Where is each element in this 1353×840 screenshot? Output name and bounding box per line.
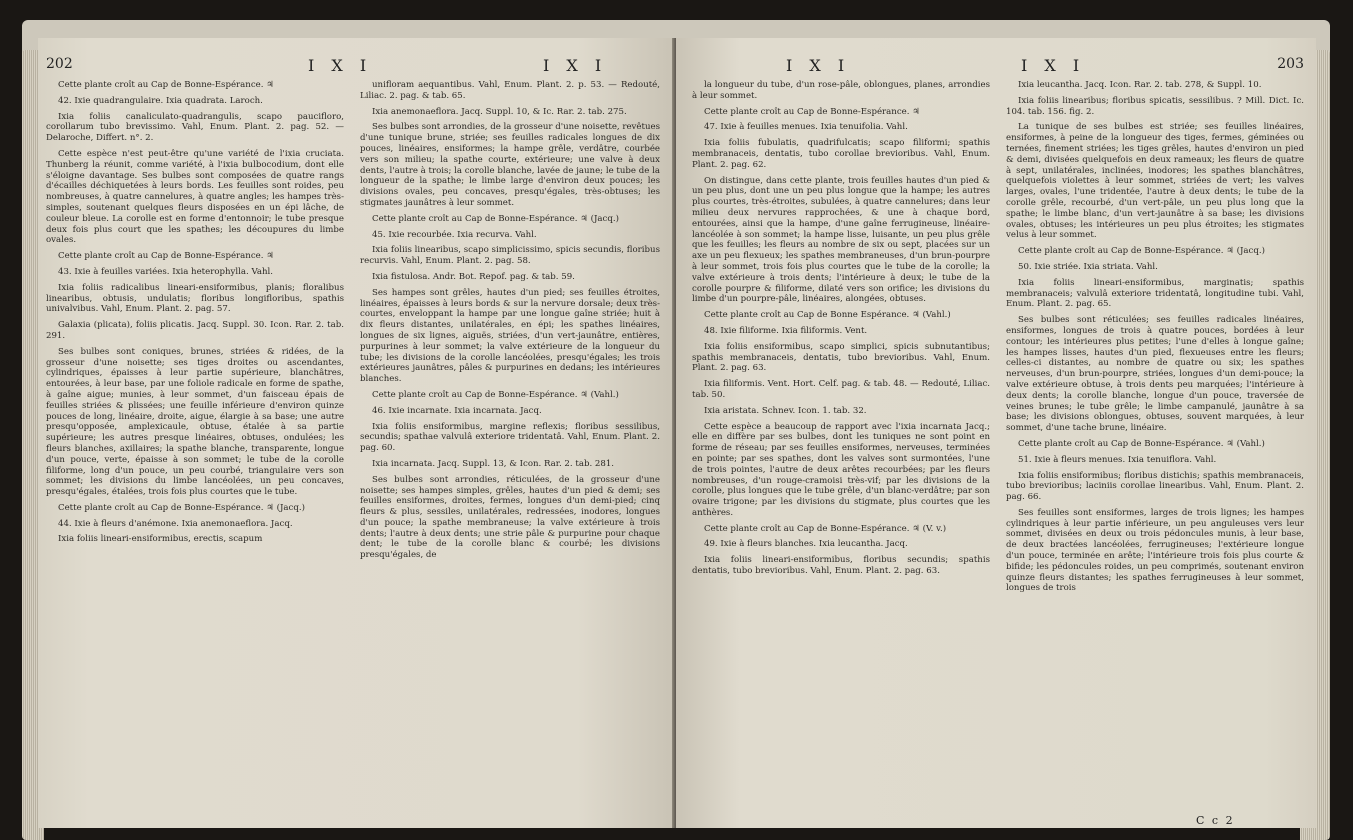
page-number-right: 203	[1277, 56, 1304, 72]
paragraph: Cette espèce a beaucoup de rapport avec l'ixia incarnata Jacq.; elle en diffère par ses bulbes, dont les tuniques ne sont point en forme de réseau; par ses feuilles ensiformes, nerveuses, terminées en pointe; par ses spathes, dont les valves sont surmontées, l'une de trois pointes, l'autre de deux arêtes recourbées; par les fleurs nombreuses, d'un rouge-cramoisi très-vif; par les divisions de la corolle, plus longues que le tube grêle, d'un blanc-verdâtre; par son ovaire trigone; par les divisions du stigmate, plus courtes que les anthères.	[692, 421, 990, 518]
paragraph: Ixia filiformis. Vent. Hort. Celf. pag. & tab. 48. — Redouté, Liliac. tab. 50.	[692, 379, 990, 400]
paragraph: Cette plante croît au Cap de Bonne-Espérance. ♃	[704, 106, 920, 117]
paragraph: Ixia foliis linearibus, scapo simplicissimo, spicis secundis, floribus recurvis. Vahl, Enum. Plant. 2. pag. 58.	[360, 245, 660, 267]
paragraph: Cette plante croît au Cap de Bonne-Espérance. ♃	[58, 80, 274, 90]
paragraph: Cette espèce n'est peut-être qu'une variété de l'ixia cruciata. Thunberg la réunit, comme variété, à l'ixia bulbocodium, dont elle s'éloigne davantage. Ses bulbes sont composées de quatre rangs d'écailles déchiquetées à leurs bords. Les feuilles sont roides, peu nombreuses, à quatre cannelures, à quatre angles; les hampes très-simples, soutenant quelques fleurs disposées en un épi lâche, de couleur bleue. La corolle est en forme d'entonnoir; le tube presque deux fois plus court que les spathes; les découpures du limbe ovales.	[46, 148, 344, 246]
paragraph: Ixia foliis linearibus; floribus spicatis, sessilibus. ? Mill. Dict. Ic. 104. tab. 156. fig. 2.	[1006, 95, 1304, 117]
paragraph: Ixia foliis ensiformibus, scapo simplici, spicis subnutantibus; spathis membranaceis, dentatis, tubo brevioribus. Vahl, Enum. Plant. 2. pag. 63.	[692, 341, 990, 374]
paragraph: Cette plante croît au Cap de Bonne-Espérance. ♃ (Vahl.)	[1018, 438, 1265, 449]
paragraph: Cette plante croît au Cap de Bonne Espérance. ♃ (Vahl.)	[704, 310, 951, 321]
right-page	[676, 38, 1316, 828]
left-page	[38, 38, 673, 828]
running-head-left-b: I X I	[543, 56, 608, 75]
paragraph: unifloram aequantibus. Vahl, Enum. Plant. 2. p. 53. — Redouté, Liliac. 2. pag. & tab. 65.	[360, 80, 660, 101]
paragraph: Ixia aristata. Schnev. Icon. 1. tab. 32.	[704, 405, 867, 416]
paragraph: Ixia foliis ensiformibus; floribus distichis; spathis membranaceis, tubo brevioribus; laciniis corollae linearibus. Vahl, Enum. Plant. 2. pag. 66.	[1006, 470, 1304, 503]
paragraph: Cette plante croît au Cap de Bonne-Espérance. ♃ (Jacq.)	[58, 502, 305, 513]
running-head-left-a: I X I	[308, 56, 373, 75]
paragraph: 47. Ixie à feuilles menues. Ixia tenuifolia. Vahl.	[704, 122, 908, 133]
paragraph: 51. Ixie à fleurs menues. Ixia tenuiflora. Vahl.	[1018, 454, 1217, 465]
left-column-1	[46, 80, 344, 550]
paragraph: Ixia foliis radicalibus lineari-ensiformibus, planis; floralibus linearibus, obtusis, undulatis; floribus longifloribus, spathis univalvibus. Vahl, Enum. Plant. 2. pag. 57.	[46, 282, 344, 315]
paragraph: Ses bulbes sont coniques, brunes, striées & ridées, de la grosseur d'une noisette; ses tiges droites ou ascendantes, cylindriques, épaisses à leur partie supérieure, blanchâtres, entourées, à leur base, par une foliole radicale en forme de spathe, à gaîne aigue; munies, à leur sommet, d'un faisceau épais de feuilles striées & plissées; une feuille inférieure d'environ quinze pouces de long, linéaire, droite, aigue, élargie à sa base; une autre presqu'opposée, amplexicaule, obtuse, étalée à sa partie supérieure; les autres presque linéaires, obtuses, ondulées; les fleurs blanches, axillaires; la spathe blanche, transparente, longue d'un pouce, verte, épaisse à son sommet; le tube de la corolle filiforme, long d'un pouce, un peu courbé, triangulaire vers son sommet; les divisions du limbe lancéolées, un peu concaves, presqu'égales, étalées, trois fois plus courtes que le tube.	[46, 346, 344, 498]
paragraph: Ixia foliis canaliculato-quadrangulis, scapo paucifloro, corollarum tubo brevissimo. Vahl, Enum. Plant. 2. pag. 52. — Delaroche, Differt. n°. 2.	[46, 111, 344, 144]
paragraph: 42. Ixie quadrangulaire. Ixia quadrata. Laroch.	[58, 95, 263, 106]
paragraph: On distingue, dans cette plante, trois feuilles hautes d'un pied & un peu plus, dont une un peu plus longue que la hampe; les autres plus courtes, très-étroites, subulées, à quatre cannelures; dans leur milieu deux nervures rapprochées, & une à chaque bord, entourées, ainsi que la hampe, d'une gaîne ferrugineuse, linéaire-lancéolée à son sommet; la hampe lisse, luisante, un peu plus grêle que les feuilles; les fleurs au nombre de six ou sept, placées sur un axe un peu flexueux; les spathes membraneuses, d'un brun-pourpre à leur sommet, trois fois plus courtes que le tube de la corolle; la valve extérieure à trois dents; l'intérieure à deux; le tube de la corolle pourpre & filiforme, dilaté vers son orifice; les divisions du limbe d'un pourpre-pâle, linéaires, alongées, obtuses.	[692, 175, 990, 305]
paragraph: Cette plante croît au Cap de Bonne-Espérance. ♃ (Jacq.)	[1018, 246, 1265, 257]
running-head-right-a: I X I	[786, 56, 851, 75]
left-column-2	[360, 80, 660, 566]
paragraph: 45. Ixie recourbée. Ixia recurva. Vahl.	[372, 229, 537, 240]
paragraph: Cette plante croît au Cap de Bonne-Espérance. ♃ (Vahl.)	[372, 389, 619, 400]
paragraph: Ses feuilles sont ensiformes, larges de trois lignes; les hampes cylindriques à leur partie inférieure, un peu anguleuses vers leur sommet, divisées en deux ou trois pédoncules munis, à leur base, de deux bractées lancéolées, ferrugineuses; l'extérieure longue d'un pouce, terminée en arête; l'intérieure trois fois plus courte & bifide; les pédoncules roides, un peu comprimés, soutenant environ quinze fleurs distantes; les spathes ferrugineuses à leur sommet, longues de trois	[1006, 507, 1304, 594]
paragraph: la longueur du tube, d'un rose-pâle, oblongues, planes, arrondies à leur sommet.	[692, 80, 990, 101]
paragraph: 43. Ixie à feuilles variées. Ixia heterophylla. Vahl.	[58, 266, 274, 277]
right-column-2	[1006, 80, 1304, 599]
signature-mark: C c 2	[1196, 814, 1235, 827]
paragraph: 50. Ixie striée. Ixia striata. Vahl.	[1018, 261, 1158, 272]
paragraph: 44. Ixie à fleurs d'anémone. Ixia anemonaeflora. Jacq.	[58, 518, 293, 529]
paragraph: Ses bulbes sont réticulées; ses feuilles radicales linéaires, ensiformes, longues de trois à quatre pouces, bordées à leur contour; les intérieures plus petites; l'une d'elles à longue gaîne; les hampes lisses, hautes d'un pied, flexueuses entre les fleurs; celles-ci distantes, au nombre de quatre ou six; les spathes nerveuses, d'un brun-pourpre, striées, longues d'un demi-pouce; la valve extérieure obtuse, à trois dents peu marquées; l'intérieure à deux dents; la corolle blanche, longue d'un pouce, traversée de veines brunes; le tube grêle; le limbe campanulé, jaunâtre à sa base; les divisions oblongues, obtuses, souvent marquées, à leur sommet, d'une tache brune, linéaire.	[1006, 315, 1304, 434]
paragraph: Ixia anemonaeflora. Jacq. Suppl. 10, & Ic. Rar. 2. tab. 275.	[372, 106, 627, 117]
paragraph: Ixia leucantha. Jacq. Icon. Rar. 2. tab. 278, & Suppl. 10.	[1018, 80, 1262, 90]
paragraph: Ixia incarnata. Jacq. Suppl. 13, & Icon. Rar. 2. tab. 281.	[372, 458, 615, 469]
running-head-right-b: I X I	[1021, 56, 1086, 75]
paragraph: Cette plante croît au Cap de Bonne-Espérance. ♃	[58, 251, 274, 262]
page-number-left: 202	[46, 56, 73, 72]
paragraph: Ixia foliis lineari-ensiformibus, marginatis; spathis membranaceis; valvulâ exteriore tridentatâ, longitudine tubi. Vahl, Enum. Plant. 2. pag. 65.	[1006, 277, 1304, 310]
paragraph: Ses bulbes sont arrondies, réticulées, de la grosseur d'une noisette; ses hampes simples, grêles, hautes d'un pied & demi; ses feuilles ensiformes, droites, fermes, longues d'un demi-pied; cinq fleurs & plus, sessiles, unilatérales, redressées, inodores, longues d'un pouce; la spathe membraneuse; la valve extérieure à trois dents; l'autre à deux dents; une strie pâle & purpurine pour chaque dent; le tube de la corolle blanc & courbé; les divisions presqu'égales, de	[360, 474, 660, 561]
paragraph: Ixia foliis ensiformibus, margine reflexis; floribus sessilibus, secundis; spathae valvulâ exteriore tridentatâ. Vahl, Enum. Plant. 2. pag. 60.	[360, 421, 660, 454]
right-column-1	[692, 80, 990, 582]
paragraph: Cette plante croît au Cap de Bonne-Espérance. ♃ (Jacq.)	[372, 213, 619, 224]
paragraph: La tunique de ses bulbes est striée; ses feuilles linéaires, ensiformes, à peine de la longueur des tiges, fermes, géminées ou ternées, finement striées; les tiges grêles, hautes d'environ un pied & demi, divisées quelquefois en deux rameaux; les fleurs de quatre à sept, unilatérales, inclinées, inodores; les spathes blanchâtres, quelquefois violettes à leur sommet, striées de vert; les valves larges, ovales, l'une tridentée, l'autre à deux dents; le tube de la corolle grêle, recourbé, d'un vert-pâle, un peu plus long que la spathe; le limbe blanc, d'un vert-jaunâtre à sa base; les divisions ovales, obtuses; les intérieures un peu plus étroites; les stigmates velus à leur sommet.	[1006, 122, 1304, 241]
paragraph: 46. Ixie incarnate. Ixia incarnata. Jacq.	[372, 405, 542, 416]
paragraph: 48. Ixie filiforme. Ixia filiformis. Vent.	[704, 325, 868, 336]
paragraph: Cette plante croît au Cap de Bonne-Espérance. ♃ (V. v.)	[704, 523, 947, 534]
paragraph: Ixia foliis lineari-ensiformibus, floribus secundis; spathis dentatis, tubo brevioribus. Vahl, Enum. Plant. 2. pag. 63.	[692, 555, 990, 577]
paragraph: Ixia fistulosa. Andr. Bot. Repof. pag. & tab. 59.	[372, 271, 575, 282]
paragraph: Ixia foliis fubulatis, quadrifulcatis; scapo filiformi; spathis membranaceis, dentatis, tubo corollae brevioribus. Vahl, Enum. Plant. 2. pag. 62.	[692, 138, 990, 170]
paragraph: Ixia foliis lineari-ensiformibus, erectis, scapum	[58, 534, 263, 545]
paragraph: Galaxia (plicata), foliis plicatis. Jacq. Suppl. 30. Icon. Rar. 2. tab. 291.	[46, 320, 344, 341]
paragraph: Ses hampes sont grêles, hautes d'un pied; ses feuilles étroites, linéaires, épaisses à leurs bords & sur la nervure dorsale; deux très-courtes, enveloppant la hampe par une longue gaîne striée; huit à dix fleurs distantes, unilatérales, en épi; les spathes linéaires, longues de six lignes, aiguës, striées, d'un vert-jaunâtre, entières, purpurines à leur sommet; la valve extérieure de la longueur du tube; les divisions de la corolle lancéolées, presqu'égales; les trois extérieures jaunâtres, pâles & purpurines en dedans; les intérieures blanches.	[360, 287, 660, 385]
paragraph: 49. Ixie à fleurs blanches. Ixia leucantha. Jacq.	[704, 539, 908, 550]
paragraph: Ses bulbes sont arrondies, de la grosseur d'une noisette, revêtues d'une tunique brune, striée; ses feuilles radicales longues de dix pouces, linéaires, ensiformes; la hampe grêle, verdâtre, courbée vers son milieu; la spathe courte, extérieure; une valve à deux dents, l'autre à trois; la corolle blanche, lavée de jaune; le tube de la longueur de la spathe; le limbe large d'environ deux pouces; les divisions ovales, peu concaves, presqu'égales, très-obtuses; les stigmates jaunâtres à leur sommet.	[360, 122, 660, 208]
